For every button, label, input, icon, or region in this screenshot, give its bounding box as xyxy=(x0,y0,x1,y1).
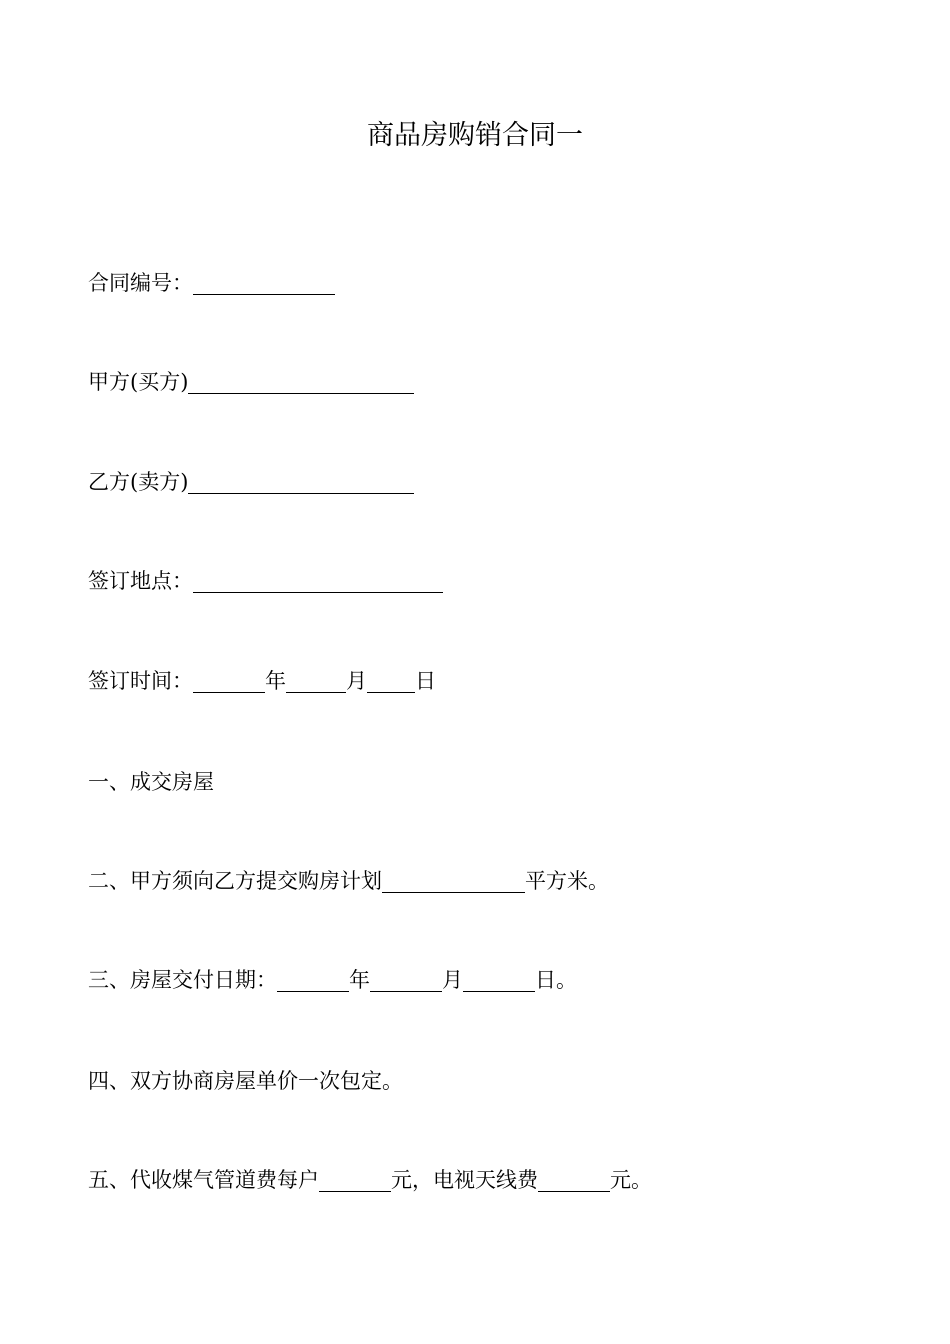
clause-3-day: 日。 xyxy=(535,968,577,992)
sign-month-blank[interactable] xyxy=(286,670,346,693)
delivery-month-blank[interactable] xyxy=(370,969,442,992)
sign-time-line xyxy=(88,666,436,696)
clause-2-text-post: 平方米。 xyxy=(525,869,609,893)
clause-3-text-pre: 三、房屋交付日期： xyxy=(88,968,277,992)
purchase-area-blank[interactable] xyxy=(382,870,525,893)
sign-place-blank[interactable] xyxy=(193,570,443,593)
party-a-line xyxy=(88,367,414,397)
contract-number-blank[interactable] xyxy=(193,272,335,295)
clause-3-month: 月 xyxy=(442,968,463,992)
clause-5-text-pre: 五、代收煤气管道费每户 xyxy=(88,1168,319,1192)
party-b-label: 乙方(卖方) xyxy=(88,470,189,494)
clause-2 xyxy=(88,866,609,896)
clause-4-text: 四、双方协商房屋单价一次包定。 xyxy=(88,1069,403,1093)
sign-year-label: 年 xyxy=(265,669,286,693)
clause-4 xyxy=(88,1066,403,1096)
clause-3 xyxy=(88,965,577,995)
clause-1-text: 一、成交房屋 xyxy=(88,770,214,794)
clause-3-year: 年 xyxy=(349,968,370,992)
sign-year-blank[interactable] xyxy=(193,670,265,693)
sign-day-label: 日 xyxy=(415,669,436,693)
sign-month-label: 月 xyxy=(346,669,367,693)
clause-5-text-mid: 元，电视天线费 xyxy=(391,1168,538,1192)
antenna-fee-blank[interactable] xyxy=(538,1169,610,1192)
party-a-label: 甲方(买方) xyxy=(88,370,189,394)
party-a-blank[interactable] xyxy=(188,371,414,394)
delivery-year-blank[interactable] xyxy=(277,969,349,992)
clause-1 xyxy=(88,767,214,797)
party-b-line xyxy=(88,467,414,497)
clause-5-text-post: 元。 xyxy=(610,1168,652,1192)
clause-5 xyxy=(88,1165,652,1195)
sign-day-blank[interactable] xyxy=(367,670,415,693)
party-b-blank[interactable] xyxy=(188,471,414,494)
clause-2-text-pre: 二、甲方须向乙方提交购房计划 xyxy=(88,869,382,893)
contract-number-line xyxy=(88,268,335,298)
document-title: 商品房购销合同一 xyxy=(367,120,583,151)
sign-time-label: 签订时间： xyxy=(88,669,193,693)
contract-number-label: 合同编号： xyxy=(88,271,193,295)
gas-fee-blank[interactable] xyxy=(319,1169,391,1192)
delivery-day-blank[interactable] xyxy=(463,969,535,992)
sign-place-line xyxy=(88,566,443,596)
sign-place-label: 签订地点： xyxy=(88,569,193,593)
